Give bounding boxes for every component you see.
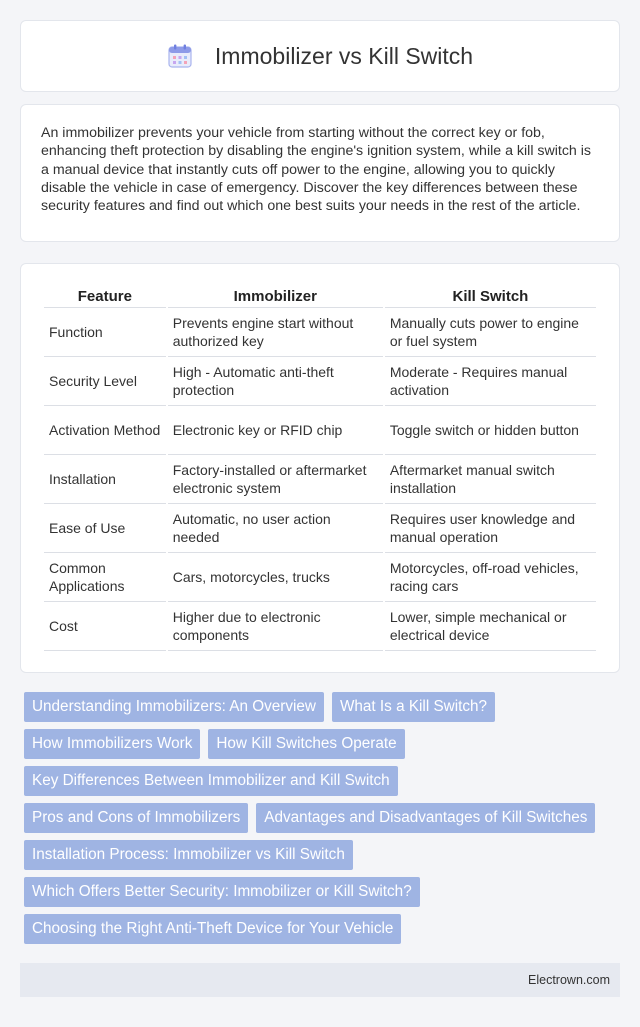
comparison-card: [20, 263, 620, 673]
feature-cell: Ease of Use: [44, 504, 166, 553]
calendar-icon: [167, 43, 193, 69]
feature-cell: Common Applications: [44, 553, 166, 602]
topic-row: [20, 914, 620, 944]
immobilizer-cell: Cars, motorcycles, trucks: [168, 553, 383, 602]
feature-cell: Security Level: [44, 357, 166, 406]
immobilizer-cell: Higher due to electronic components: [168, 602, 383, 651]
topic-row: [20, 766, 620, 796]
page-title: Immobilizer vs Kill Switch: [214, 42, 474, 69]
immobilizer-cell: Automatic, no user action needed: [168, 504, 383, 553]
table-row: [44, 553, 596, 602]
intro-text: An immobilizer prevents your vehicle from starting without the correct key or fob, enhancing theft protection by disabling the engine's ignition system, while a kill switch is a manual device that instantly cuts off power to the engine, allowing you to quickly disable the vehicle in case of emergency. Discover the key differences between these security features and find out which one best suits your needs in the rest of the article.: [41, 125, 592, 215]
column-header-kill-switch: Kill Switch: [385, 286, 596, 308]
page-header: [20, 20, 620, 92]
kill-switch-cell: Motorcycles, off-road vehicles, racing cars: [385, 553, 596, 602]
column-header-feature: Feature: [44, 286, 166, 308]
kill-switch-cell: Toggle switch or hidden button: [385, 406, 596, 455]
related-topics: [20, 692, 620, 951]
topic-link[interactable]: Advantages and Disadvantages of Kill Switches: [256, 803, 595, 833]
table-header-row: [44, 286, 596, 308]
immobilizer-cell: High - Automatic anti-theft protection: [168, 357, 383, 406]
kill-switch-cell: Lower, simple mechanical or electrical device: [385, 602, 596, 651]
table-row: [44, 504, 596, 553]
kill-switch-cell: Manually cuts power to engine or fuel system: [385, 308, 596, 357]
kill-switch-cell: Requires user knowledge and manual operation: [385, 504, 596, 553]
topic-link[interactable]: Pros and Cons of Immobilizers: [24, 803, 248, 833]
column-header-immobilizer: Immobilizer: [168, 286, 383, 308]
kill-switch-cell: Moderate - Requires manual activation: [385, 357, 596, 406]
table-row: [44, 455, 596, 504]
topic-link[interactable]: Key Differences Between Immobilizer and Kill Switch: [24, 766, 398, 796]
comparison-table: [42, 286, 598, 651]
topic-link[interactable]: Understanding Immobilizers: An Overview: [24, 692, 324, 722]
table-row: [44, 406, 596, 455]
topic-row: [20, 729, 620, 759]
footer: [20, 963, 620, 997]
topic-row: [20, 803, 620, 833]
table-row: [44, 308, 596, 357]
kill-switch-cell: Aftermarket manual switch installation: [385, 455, 596, 504]
topic-link[interactable]: What Is a Kill Switch?: [332, 692, 495, 722]
table-row: [44, 602, 596, 651]
topic-row: [20, 692, 620, 722]
table-row: [44, 357, 596, 406]
feature-cell: Activation Method: [44, 406, 166, 455]
feature-cell: Cost: [44, 602, 166, 651]
intro-card: [20, 104, 620, 242]
topic-link[interactable]: Which Offers Better Security: Immobilizer or Kill Switch?: [24, 877, 420, 907]
feature-cell: Installation: [44, 455, 166, 504]
immobilizer-cell: Electronic key or RFID chip: [168, 406, 383, 455]
topic-link[interactable]: How Kill Switches Operate: [208, 729, 404, 759]
immobilizer-cell: Factory-installed or aftermarket electronic system: [168, 455, 383, 504]
topic-row: [20, 877, 620, 907]
immobilizer-cell: Prevents engine start without authorized key: [168, 308, 383, 357]
topic-row: [20, 840, 620, 870]
topic-link[interactable]: Installation Process: Immobilizer vs Kill Switch: [24, 840, 353, 870]
topic-link[interactable]: Choosing the Right Anti-Theft Device for Your Vehicle: [24, 914, 401, 944]
footer-site-name: Electrown.com: [528, 973, 610, 987]
topic-link[interactable]: How Immobilizers Work: [24, 729, 200, 759]
feature-cell: Function: [44, 308, 166, 357]
